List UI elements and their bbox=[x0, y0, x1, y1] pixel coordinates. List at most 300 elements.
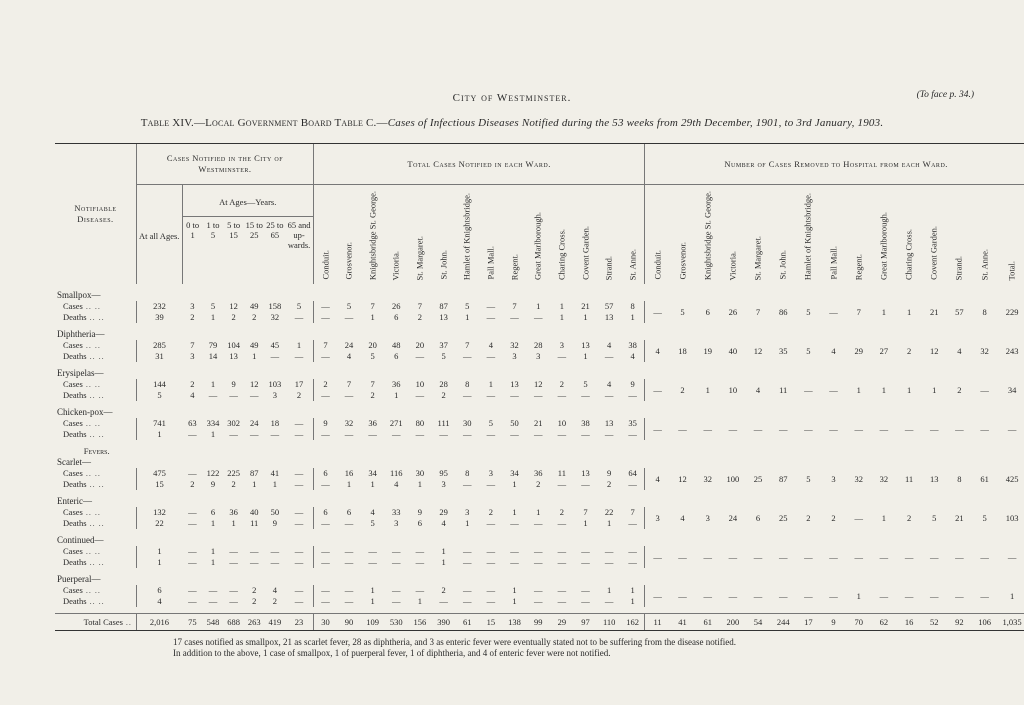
hospital-header-label: Grosvenor. bbox=[677, 242, 688, 280]
cell-value: — bbox=[533, 312, 543, 322]
total-value: 16 bbox=[896, 614, 921, 631]
hospital-value: — bbox=[829, 424, 838, 434]
row-label-text: Deaths bbox=[63, 351, 87, 361]
cell-value: — bbox=[294, 546, 304, 556]
cell-value: — bbox=[604, 390, 614, 400]
cell-value: 232 bbox=[136, 301, 182, 312]
cell-value: 5 bbox=[346, 301, 352, 311]
cell-value: 17 bbox=[294, 379, 304, 389]
cell-value: 2 bbox=[252, 585, 257, 595]
ward-header-13 bbox=[621, 185, 645, 285]
hospital-value: 32 bbox=[879, 474, 889, 484]
row-label bbox=[55, 557, 136, 568]
cell-value: 1 bbox=[252, 351, 257, 361]
cell-value: — bbox=[533, 390, 543, 400]
table-row bbox=[55, 546, 1024, 557]
cell-value: — bbox=[510, 312, 519, 322]
cell-value: — bbox=[557, 390, 567, 400]
hospital-value: 5 bbox=[806, 474, 811, 484]
cell-value: — bbox=[229, 585, 238, 595]
hospital-value: — bbox=[829, 385, 838, 395]
infectious-diseases-table bbox=[55, 143, 1024, 631]
cell-value: 1 bbox=[210, 518, 216, 528]
total-value: 530 bbox=[384, 614, 408, 631]
cell-value: 6 bbox=[394, 351, 399, 361]
cell-value: 12 bbox=[229, 301, 238, 311]
cell-value: — bbox=[249, 390, 259, 400]
cell-value: 28 bbox=[533, 340, 543, 350]
hospital-value: 229 bbox=[1005, 307, 1019, 317]
cell-value: — bbox=[270, 546, 280, 556]
cell-value: 4 bbox=[607, 379, 612, 389]
cell-value: 64 bbox=[628, 468, 637, 478]
cell-value: 13 bbox=[229, 351, 238, 361]
hospital-value: — bbox=[980, 385, 989, 395]
cell-value: 13 bbox=[604, 418, 614, 428]
hospital-value: 5 bbox=[806, 346, 811, 356]
hospital-value: 18 bbox=[678, 346, 687, 356]
cell-value: 6 bbox=[394, 312, 399, 322]
ward-header-1 bbox=[337, 185, 361, 285]
cell-value: — bbox=[439, 429, 448, 439]
cell-value: 79 bbox=[208, 340, 218, 350]
leader-dots: .. .. bbox=[82, 508, 101, 517]
total-value: 54 bbox=[745, 614, 770, 631]
hospital-header-2 bbox=[695, 185, 720, 285]
hospital-value: 1 bbox=[906, 307, 912, 317]
hospital-value: 1 bbox=[856, 385, 861, 395]
hospital-value: 3 bbox=[705, 513, 710, 523]
cell-value: — bbox=[294, 507, 304, 517]
cell-value: 32 bbox=[344, 418, 354, 428]
cell-value: 1 bbox=[210, 557, 216, 567]
disease-heading: Fevers. bbox=[83, 446, 110, 456]
hospital-value: 40 bbox=[728, 346, 738, 356]
cell-value: — bbox=[628, 479, 637, 489]
cell-value: 49 bbox=[249, 340, 259, 350]
row-label bbox=[55, 479, 136, 490]
hospital-header-label: St. John. bbox=[777, 250, 788, 280]
hospital-value: — bbox=[1007, 552, 1017, 562]
group-wards-header: Total Cases Notified in each Ward. bbox=[313, 144, 644, 185]
hospital-value: 11 bbox=[904, 474, 914, 484]
cell-value: — bbox=[533, 596, 543, 606]
total-value: 244 bbox=[771, 614, 796, 631]
cell-value: — bbox=[415, 351, 425, 361]
total-value: 1,035 bbox=[997, 614, 1024, 631]
row-label-text: Cases bbox=[63, 418, 83, 428]
cell-value: 158 bbox=[268, 301, 282, 311]
cell-value: 1 bbox=[417, 596, 423, 606]
cell-value: 2 bbox=[231, 479, 236, 489]
cell-value: — bbox=[557, 518, 567, 528]
cell-value: 21 bbox=[581, 301, 590, 311]
cell-value: — bbox=[581, 429, 590, 439]
total-value: 17 bbox=[796, 614, 821, 631]
cell-value: 2 bbox=[190, 312, 195, 322]
group-hospital-header: Number of Cases Removed to Hospital from each Ward. bbox=[645, 144, 1024, 185]
cell-value: 80 bbox=[415, 418, 425, 428]
hospital-header-10 bbox=[896, 185, 921, 285]
cell-value: 11 bbox=[557, 468, 566, 478]
total-value: 70 bbox=[846, 614, 871, 631]
hospital-header-label: Strand. bbox=[953, 255, 964, 280]
cell-value: — bbox=[415, 557, 425, 567]
cell-value: — bbox=[188, 585, 197, 595]
ward-header-7 bbox=[479, 185, 503, 285]
cell-value: 2 bbox=[607, 479, 612, 489]
hospital-value: 34 bbox=[1007, 385, 1017, 395]
cell-value: 5 bbox=[370, 351, 375, 361]
cell-value: 1 bbox=[136, 546, 182, 557]
cell-value: 13 bbox=[439, 312, 448, 322]
total-value: 109 bbox=[361, 614, 385, 631]
hospital-value: 4 bbox=[831, 346, 836, 356]
total-value: 9 bbox=[821, 614, 846, 631]
cell-value: 1 bbox=[512, 596, 517, 606]
hospital-value: 12 bbox=[678, 474, 687, 484]
cell-value: 4 bbox=[272, 585, 277, 595]
cell-value: — bbox=[294, 596, 304, 606]
hospital-header-12 bbox=[947, 185, 972, 285]
cell-value: 475 bbox=[136, 468, 182, 479]
total-value: 61 bbox=[455, 614, 479, 631]
total-value: 156 bbox=[408, 614, 432, 631]
ward-header-label: Regent. bbox=[509, 253, 520, 280]
cell-value: 1 bbox=[370, 312, 375, 322]
cell-value: 7 bbox=[370, 301, 375, 311]
cell-value: — bbox=[486, 312, 496, 322]
cell-value: 6 bbox=[210, 507, 216, 517]
hospital-value: 24 bbox=[728, 513, 738, 523]
cell-value: 8 bbox=[465, 379, 470, 389]
total-value: 30 bbox=[313, 614, 337, 631]
ward-header-5 bbox=[432, 185, 456, 285]
ward-header-label: Knightsbridge St. George. bbox=[367, 190, 378, 280]
cell-value: 1 bbox=[583, 518, 588, 528]
disease-heading: Enteric— bbox=[57, 496, 92, 506]
cell-value: 1 bbox=[607, 518, 612, 528]
hospital-value: — bbox=[904, 552, 914, 562]
hospital-value: 103 bbox=[1005, 513, 1019, 523]
cell-value: 4 bbox=[488, 340, 494, 350]
hospital-header-13 bbox=[972, 185, 997, 285]
cell-value: — bbox=[415, 429, 425, 439]
leader-dots: .. .. bbox=[82, 586, 101, 595]
cell-value: — bbox=[486, 390, 496, 400]
cell-value: — bbox=[313, 596, 337, 607]
cell-value: — bbox=[628, 390, 637, 400]
total-value: 29 bbox=[550, 614, 574, 631]
at-ages-header: At Ages—Years. bbox=[182, 185, 313, 217]
cell-value: 111 bbox=[437, 418, 450, 428]
cell-value: 7 bbox=[370, 379, 375, 389]
cell-value: — bbox=[604, 546, 614, 556]
hospital-value: 87 bbox=[778, 474, 788, 484]
row-label bbox=[55, 468, 136, 479]
cell-value: 18 bbox=[270, 418, 280, 428]
hospital-value: 1 bbox=[881, 385, 887, 395]
hospital-header-5 bbox=[771, 185, 796, 285]
cell-value: 3 bbox=[190, 301, 195, 311]
cell-value: — bbox=[439, 596, 448, 606]
leader-dots: .. .. bbox=[86, 519, 105, 528]
cell-value: 1 bbox=[441, 557, 446, 567]
cell-value: 1 bbox=[630, 312, 635, 322]
total-label bbox=[55, 614, 136, 631]
cell-value: — bbox=[557, 585, 567, 595]
cell-value: 21 bbox=[533, 418, 543, 428]
hospital-value: — bbox=[703, 552, 712, 562]
cell-value: 39 bbox=[136, 312, 182, 323]
cell-value: 30 bbox=[462, 418, 472, 428]
leader-dots: .. .. bbox=[86, 597, 105, 606]
hospital-value: 5 bbox=[932, 513, 937, 523]
cell-value: — bbox=[368, 557, 377, 567]
all-ages-header: At all Ages. bbox=[136, 185, 182, 285]
cell-value: — bbox=[344, 546, 354, 556]
ward-header-label: Victoria. bbox=[390, 250, 401, 280]
cell-value: 36 bbox=[533, 468, 543, 478]
hospital-value: — bbox=[703, 424, 712, 434]
cell-value: — bbox=[557, 596, 567, 606]
ward-header-12 bbox=[597, 185, 621, 285]
disease-heading: Puerperal— bbox=[57, 574, 101, 584]
ward-header-8 bbox=[503, 185, 527, 285]
cell-value: 1 bbox=[441, 546, 446, 556]
hospital-header-label: Pall Mall. bbox=[828, 246, 839, 280]
hospital-value: — bbox=[904, 591, 914, 601]
title-description: Cases of Infectious Diseases Notified during the 53 weeks from 29th December, 1901, to 3rd January, 1903. bbox=[387, 117, 884, 129]
cell-value: 3 bbox=[559, 340, 564, 350]
hospital-value: 4 bbox=[645, 340, 670, 362]
hospital-header-7 bbox=[821, 185, 846, 285]
cell-value: — bbox=[604, 596, 614, 606]
cell-value: 10 bbox=[557, 418, 567, 428]
cell-value: — bbox=[188, 468, 197, 478]
cell-value: 5 bbox=[488, 418, 494, 428]
cell-value: 4 bbox=[441, 518, 446, 528]
cell-value: 5 bbox=[441, 351, 446, 361]
cell-value: — bbox=[294, 585, 304, 595]
disease-heading: Chicken-pox— bbox=[57, 407, 113, 417]
cell-value: — bbox=[208, 596, 218, 606]
cell-value: — bbox=[510, 557, 519, 567]
cell-value: — bbox=[208, 390, 218, 400]
leader-dots: .. .. bbox=[86, 391, 105, 400]
cell-value: 1 bbox=[488, 379, 494, 389]
hospital-header-9 bbox=[871, 185, 896, 285]
cell-value: 4 bbox=[190, 390, 195, 400]
cell-value: — bbox=[486, 301, 496, 311]
cell-value: — bbox=[188, 596, 197, 606]
cell-value: — bbox=[510, 518, 519, 528]
hospital-header-label: Regent. bbox=[853, 253, 864, 280]
cell-value: 1 bbox=[296, 340, 302, 350]
cell-value: 31 bbox=[136, 351, 182, 362]
cell-value: 9 bbox=[313, 418, 337, 429]
cell-value: 1 bbox=[536, 507, 541, 517]
cell-value: — bbox=[294, 418, 304, 428]
cell-value: — bbox=[344, 557, 354, 567]
cell-value: 22 bbox=[136, 518, 182, 529]
cell-value: — bbox=[270, 557, 280, 567]
cell-value: 5 bbox=[296, 301, 302, 311]
row-label-text: Cases bbox=[63, 468, 83, 478]
hospital-value: 2 bbox=[831, 513, 836, 523]
hospital-header-0 bbox=[645, 185, 670, 285]
cell-value: — bbox=[510, 390, 519, 400]
hospital-header-label: Conduit. bbox=[652, 250, 663, 280]
hospital-value: — bbox=[728, 552, 738, 562]
ward-header-label: Conduit. bbox=[320, 250, 331, 280]
leader-dots: .. .. bbox=[82, 469, 101, 478]
cell-value: — bbox=[249, 429, 259, 439]
cell-value: — bbox=[510, 546, 519, 556]
cell-value: 1 bbox=[583, 312, 588, 322]
total-value: 2,016 bbox=[136, 614, 182, 631]
hospital-header-label: Total. bbox=[1006, 260, 1017, 280]
hospital-value: — bbox=[804, 424, 813, 434]
hospital-value: 19 bbox=[703, 346, 712, 356]
cell-value: — bbox=[294, 429, 304, 439]
cell-value: 9 bbox=[210, 479, 216, 489]
hospital-value: 7 bbox=[856, 307, 861, 317]
hospital-value: 2 bbox=[957, 385, 962, 395]
hospital-header-label: St. Anne. bbox=[979, 248, 990, 280]
hospital-value: — bbox=[929, 424, 939, 434]
row-label-text: Deaths bbox=[63, 429, 87, 439]
cell-value: 1 bbox=[512, 585, 517, 595]
total-value: 61 bbox=[695, 614, 720, 631]
row-label-text: Cases bbox=[63, 340, 83, 350]
cell-value: 3 bbox=[272, 390, 277, 400]
cell-value: 1 bbox=[630, 596, 635, 606]
row-label bbox=[55, 596, 136, 607]
table-row bbox=[55, 301, 1024, 312]
cell-value: — bbox=[486, 351, 496, 361]
hospital-header-6 bbox=[796, 185, 821, 285]
hospital-value: — bbox=[778, 424, 788, 434]
row-label-text: Cases bbox=[63, 507, 83, 517]
row-label-text: Deaths bbox=[63, 390, 87, 400]
hospital-value: — bbox=[955, 591, 964, 601]
cell-value: 4 bbox=[607, 340, 612, 350]
cell-value: 3 bbox=[441, 479, 446, 489]
cell-value: 5 bbox=[465, 301, 470, 311]
cell-value: — bbox=[229, 390, 238, 400]
cell-value: 1 bbox=[607, 585, 612, 595]
cell-value: — bbox=[415, 585, 425, 595]
cell-value: 36 bbox=[368, 418, 377, 428]
cell-value: 1 bbox=[210, 379, 216, 389]
hospital-value: — bbox=[645, 379, 670, 401]
table-row bbox=[55, 379, 1024, 390]
hospital-header-8 bbox=[846, 185, 871, 285]
cell-value: 38 bbox=[628, 340, 637, 350]
cell-value: 50 bbox=[510, 418, 519, 428]
ward-header-6 bbox=[455, 185, 479, 285]
cell-value: 13 bbox=[581, 340, 590, 350]
cell-value: 45 bbox=[270, 340, 280, 350]
cell-value: — bbox=[270, 429, 280, 439]
cell-value: 20 bbox=[368, 340, 377, 350]
cell-value: 7 bbox=[417, 301, 423, 311]
cell-value: 87 bbox=[439, 301, 448, 311]
cell-value: 32 bbox=[510, 340, 519, 350]
cell-value: — bbox=[462, 390, 472, 400]
city-heading: City of Westminster. bbox=[452, 92, 572, 104]
ward-header-11 bbox=[574, 185, 598, 285]
cell-value: 33 bbox=[392, 507, 401, 517]
cell-value: 334 bbox=[206, 418, 220, 428]
cell-value: — bbox=[229, 557, 238, 567]
ward-header-label: St. Margaret. bbox=[414, 235, 425, 280]
cell-value: 122 bbox=[206, 468, 220, 478]
row-label-text: Deaths bbox=[63, 596, 87, 606]
hospital-value: — bbox=[854, 552, 863, 562]
cell-value: — bbox=[313, 479, 337, 490]
cell-value: — bbox=[462, 479, 472, 489]
cell-value: 302 bbox=[227, 418, 240, 428]
hospital-value: — bbox=[728, 591, 738, 601]
hospital-value: — bbox=[804, 552, 813, 562]
total-value: 110 bbox=[597, 614, 621, 631]
ward-header-3 bbox=[384, 185, 408, 285]
hospital-header-4 bbox=[745, 185, 770, 285]
table-row bbox=[55, 468, 1024, 479]
cell-value: 2 bbox=[370, 390, 375, 400]
cell-value: 8 bbox=[630, 301, 635, 311]
leader-dots: .. .. bbox=[86, 352, 105, 361]
ward-header-9 bbox=[526, 185, 550, 285]
row-label bbox=[55, 585, 136, 596]
hospital-header-3 bbox=[720, 185, 745, 285]
hospital-header-label: Charing Cross. bbox=[903, 229, 914, 280]
leader-dots: .. .. bbox=[82, 380, 101, 389]
hospital-value: — bbox=[753, 424, 763, 434]
cell-value: — bbox=[533, 557, 543, 567]
cell-value: — bbox=[462, 585, 472, 595]
hospital-value: 12 bbox=[929, 346, 939, 356]
row-label bbox=[55, 518, 136, 529]
hospital-value: — bbox=[829, 552, 838, 562]
hospital-value: 8 bbox=[957, 474, 962, 484]
cell-value: — bbox=[581, 390, 590, 400]
cell-value: 2 bbox=[417, 312, 423, 322]
row-label bbox=[55, 418, 136, 429]
cell-value: — bbox=[313, 518, 337, 529]
cell-value: — bbox=[486, 479, 496, 489]
disease-heading: Smallpox— bbox=[57, 290, 101, 300]
cell-value: — bbox=[188, 429, 197, 439]
cell-value: 16 bbox=[344, 468, 354, 478]
hospital-value: 7 bbox=[755, 307, 761, 317]
hospital-value: — bbox=[703, 591, 712, 601]
cell-value: — bbox=[188, 507, 197, 517]
ward-header-0 bbox=[313, 185, 337, 285]
cell-value: 30 bbox=[415, 468, 425, 478]
row-label-text: Cases bbox=[63, 546, 83, 556]
hospital-header-label: St. Margaret. bbox=[752, 235, 763, 280]
notifiable-diseases-header: Notifiable Diseases. bbox=[55, 144, 136, 285]
hospital-value: 100 bbox=[726, 474, 740, 484]
leader-dots: .. .. bbox=[82, 341, 101, 350]
cell-value: — bbox=[604, 429, 614, 439]
cell-value: — bbox=[344, 312, 354, 322]
hospital-value: 61 bbox=[980, 474, 989, 484]
row-label bbox=[55, 390, 136, 401]
